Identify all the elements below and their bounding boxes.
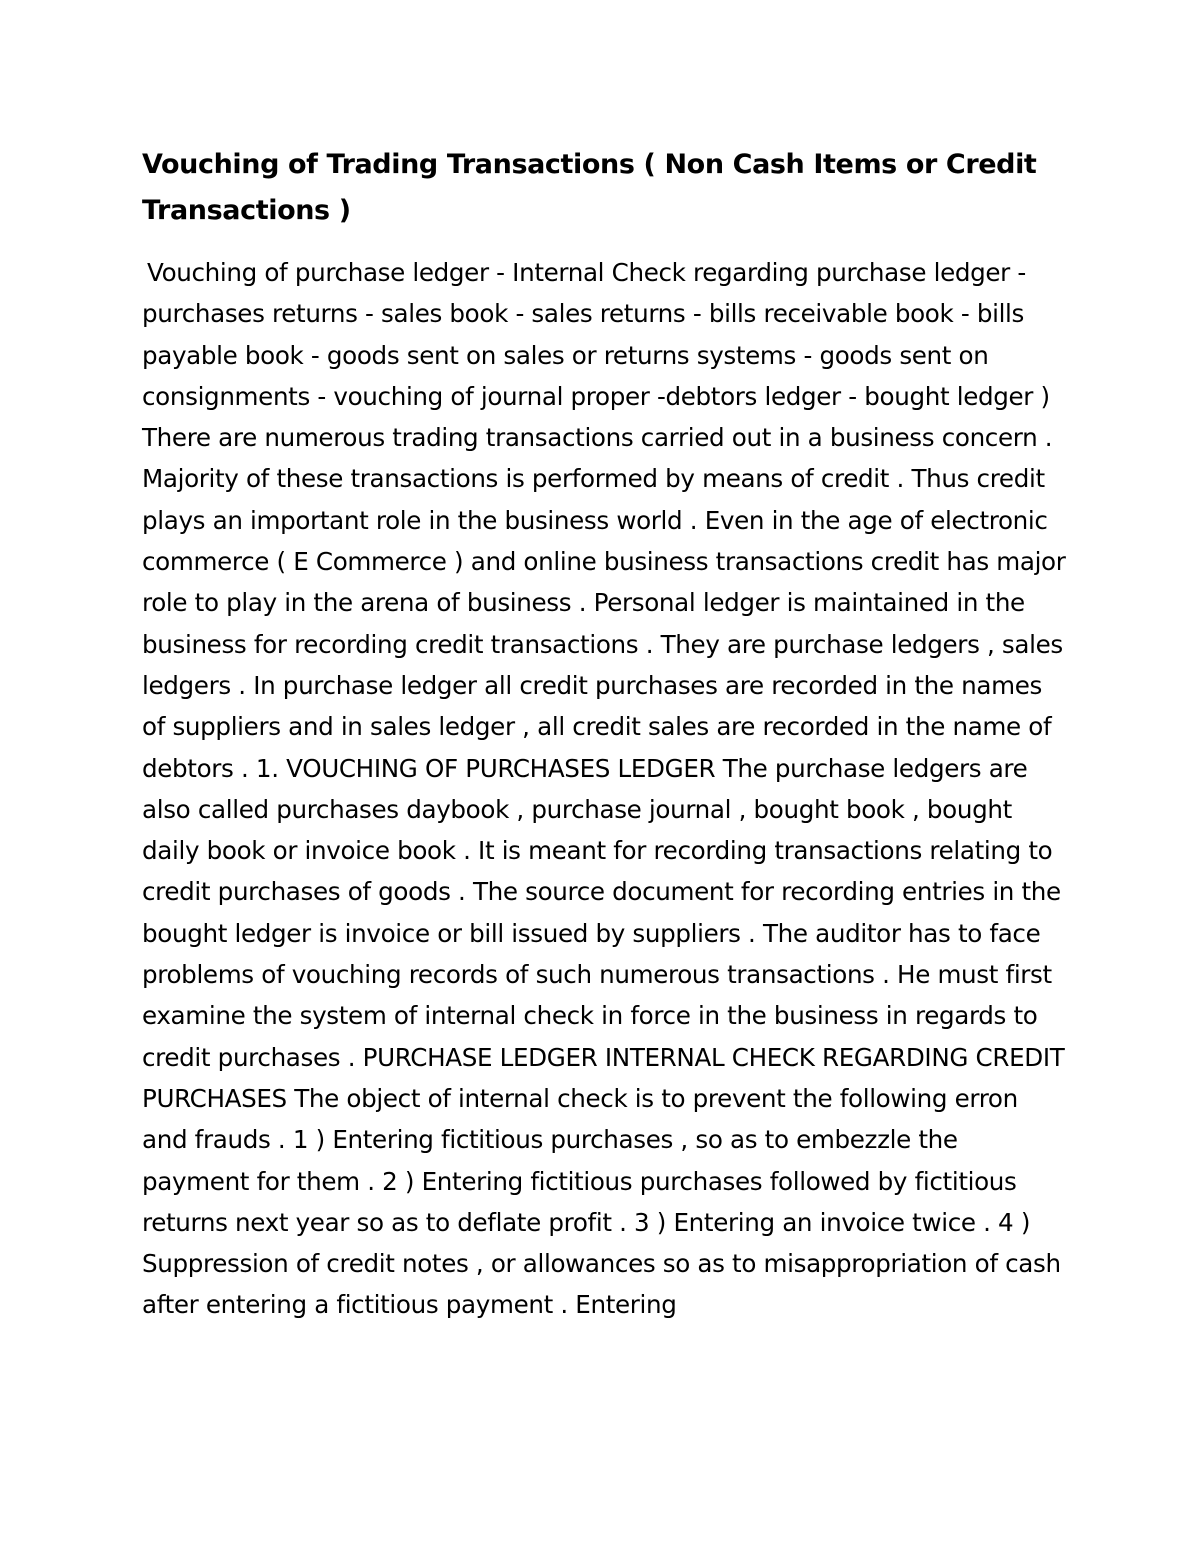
- document-body-paragraph: Vouching of purchase ledger - Internal Check regarding purchase ledger - purchases returns - sales book - sales returns - bills receivable book - bills payable book - goods sent on sales or returns systems - goods sent on consignments - vouching of journal proper -debtors ledger - bought ledger ) There are numerous trading transactions carried out in a business concern . Majority of these transactions is performed by means of credit . Thus credit plays an important role in the business world . Even in the age of electronic commerce ( E Commerce ) and online business transactions credit has major role to play in the arena of business . Personal ledger is maintained in the business for recording credit transactions . They are purchase ledgers , sales ledgers . In purchase ledger all credit purchases are recorded in the names of suppliers and in sales ledger , all credit sales are recorded in the name of debtors . 1. VOUCHING OF PURCHASES LEDGER The purchase ledgers are also called purchases daybook , purchase journal , bought book , bought daily book or invoice book . It is meant for recording transactions relating to credit purchases of goods . The source document for recording entries in the bought ledger is invoice or bill issued by suppliers . The auditor has to face problems of vouching records of such numerous transactions . He must first examine the system of internal check in force in the business in regards to credit purchases . PURCHASE LEDGER INTERNAL CHECK REGARDING CREDIT PURCHASES The object of internal check is to prevent the following erron and frauds . 1 ) Entering fictitious purchases , so as to embezzle the payment for them . 2 ) Entering fictitious purchases followed by fictitious returns next year so as to deflate profit . 3 ) Entering an invoice twice . 4 ) Suppression of credit notes , or allowances so as to misappropriation of cash after entering a fictitious payment . Entering: [142, 258, 1066, 1320]
- document-title: Vouching of Trading Transactions ( Non Cash Items or Credit Transactions ): [142, 149, 1037, 226]
